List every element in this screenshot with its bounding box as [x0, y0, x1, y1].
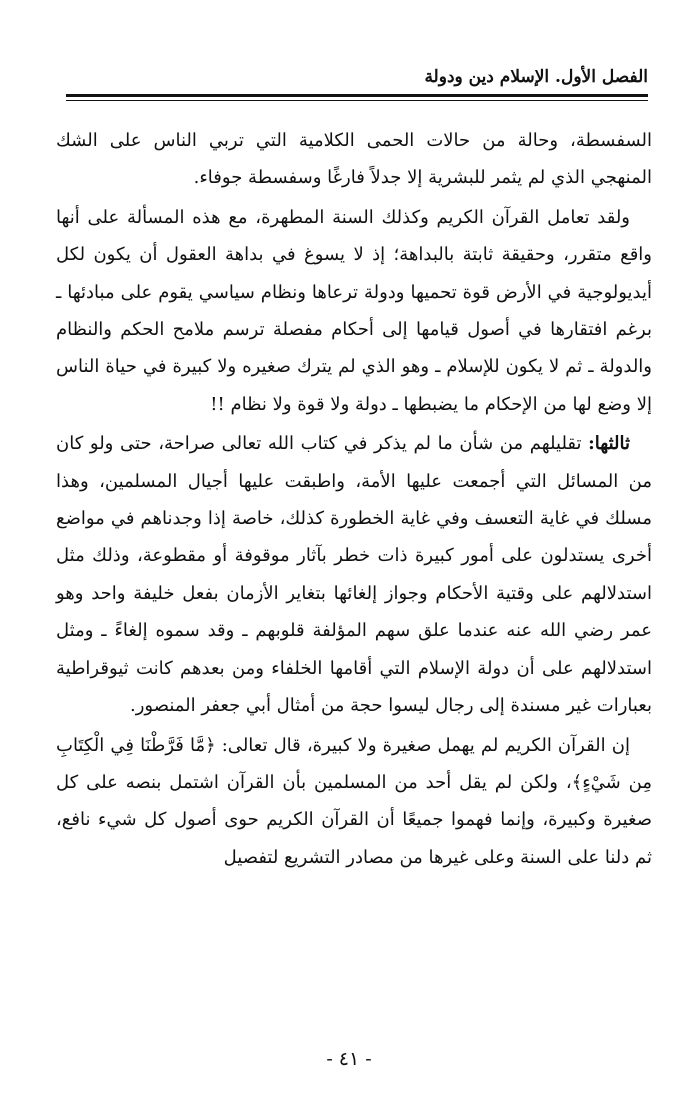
header-rule-thin — [66, 100, 648, 101]
page-number: - ٤١ - — [326, 1048, 372, 1070]
running-header: الفصل الأول. الإسلام دين ودولة — [424, 67, 648, 87]
header-rule-thick — [66, 94, 648, 97]
paragraph — [56, 122, 652, 197]
paragraph — [56, 199, 652, 423]
paragraph-text: تقليلهم من شأن ما لم يذكر في كتاب الله تعالى صراحة، حتى ولو كان من المسائل التي أجمعت عليها الأمة، واطبقت عليها أجيال المسلمين، وهذا مسلك في غاية التعسف وفي غاية الخطورة كذلك، خاصة إذا وجدناهم في مواضع أخرى يستدلون على أمور كبيرة ذات خطر بآثار موقوفة أو مقطوعة، وذلك مثل استدلالهم على وقتية الأحكام وجواز إلغائها بتغاير الأزمان بفعل خليفة واحد وهو عمر رضي الله عنه عندما علق سهم المؤلفة قلوبهم ـ وقد سموه إلغاءً ـ ومثل استدلالهم على أن دولة الإسلام التي أقامها الخلفاء ومن بعدهم كانت ثيوقراطية بعبارات غير مسندة إلى رجال ليسوا حجة من أمثال أبي جعفر المنصور. — [56, 433, 652, 717]
paragraph-lead: ثالثها: — [588, 433, 630, 455]
paragraph-text: إن القرآن الكريم لم يهمل صغيرة ولا كبيرة، قال تعالى: ﴿مَّا فَرَّطْنَا فِي الْكِتَابِ مِن شَيْءٍ﴾، ولكن لم يقل أحد من المسلمين بأن القرآن اشتمل بنصه على كل صغيرة وكبيرة، وإنما فهموا جميعًا أن القرآن الكريم حوى أصول كل شيء نافع، ثم دلنا على السنة وعلى غيرها من مصادر التشريع لتفصيل — [56, 734, 652, 868]
paragraph — [56, 727, 652, 877]
body-text — [56, 122, 652, 876]
paragraph — [56, 425, 652, 724]
paragraph-text: السفسطة، وحالة من حالات الحمى الكلامية التي تربي الناس على الشك المنهجي الذي لم يثمر للبشرية إلا جدلاً فارغًا وسفسطة جوفاء. — [56, 130, 652, 189]
paragraph-text: ولقد تعامل القرآن الكريم وكذلك السنة المطهرة، مع هذه المسألة على أنها واقع متقرر، وحقيقة ثابتة بالبداهة؛ إذ لا يسوغ في بداهة العقول أن يكون لكل أيديولوجية في الأرض قوة تحميها ودولة ترعاها ونظام سياسي يقوم على مبادئها ـ برغم افتقارها في أصول قيامها إلى أحكام مفصلة ترسم ملامح الحكم والنظام والدولة ـ ثم لا يكون للإسلام ـ وهو الذي لم يترك صغيره ولا كبيرة في حياة الناس إلا وضع لها من الإحكام ما يضبطها ـ دولة ولا قوة ولا نظام !! — [56, 206, 652, 415]
